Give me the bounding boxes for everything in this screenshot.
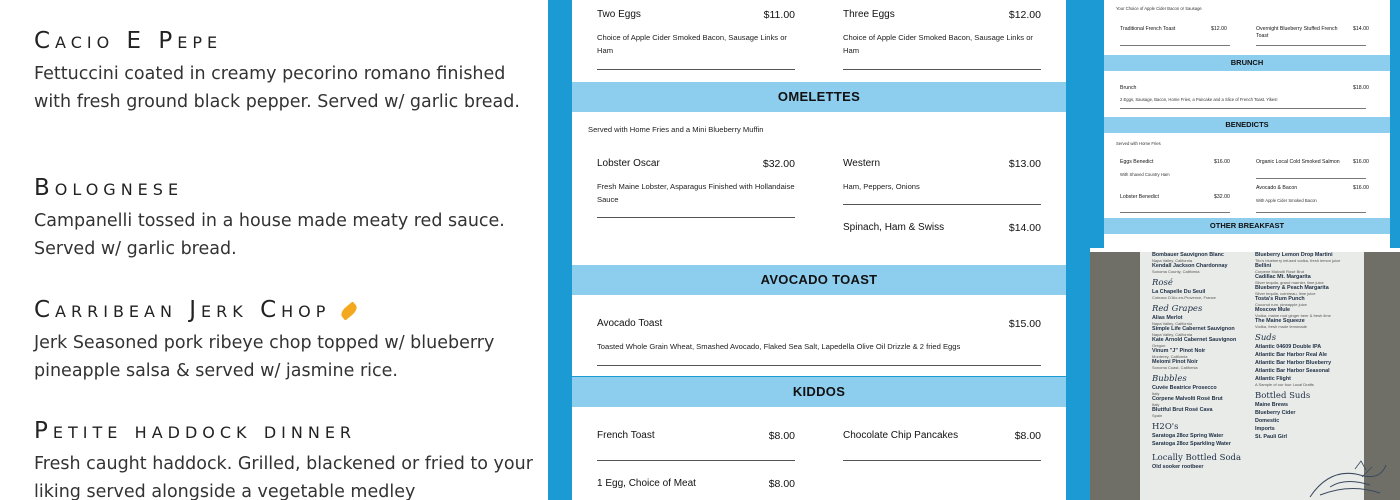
dish-name: Petite haddock dinner	[34, 418, 357, 444]
drinks-section-heading: Red Grapes	[1152, 304, 1203, 314]
dish-name: Cacio E Pepe	[34, 28, 223, 54]
item-name: Chocolate Chip Pancakes	[843, 430, 959, 441]
drink-name: Imports	[1255, 426, 1275, 432]
item-name: Eggs Benedict	[1120, 159, 1154, 165]
divider	[1256, 178, 1366, 179]
item-name: Brunch	[1120, 85, 1137, 91]
item-name: Lobster Benedict	[1120, 194, 1159, 200]
drink-name: Blueberry & Peach Margarita	[1255, 285, 1329, 291]
item-name: Overnight Blueberry Stuffed French Toast	[1256, 26, 1338, 39]
chili-pepper-icon	[339, 301, 359, 320]
drink-name: Kate Arnold Cabernet Sauvignon	[1152, 337, 1237, 343]
drink-name: Bombauer Sauvignon Blanc	[1152, 252, 1224, 258]
section-header-avocado-toast: AVOCADO TOAST	[572, 265, 1066, 295]
lobster-sketch-icon	[1300, 457, 1390, 500]
dish-name-row	[34, 297, 534, 323]
drinks-section-heading: Rosé	[1152, 278, 1173, 288]
divider	[597, 365, 1041, 366]
drink-name: Vinum "J" Pinot Noir	[1152, 348, 1206, 354]
drink-origin: Napa Valley, California	[1152, 321, 1193, 326]
item-price: $15.00	[1008, 318, 1041, 330]
menu-item-jerk-chop	[34, 297, 534, 385]
item-description: With Shaved Country Ham	[1120, 172, 1170, 177]
drink-name: Bluttful Brut Rosé Cava	[1152, 407, 1213, 413]
drink-origin: Silver tequila, grand marnier, lime juice	[1255, 280, 1324, 285]
drink-name: La Chapelle Du Seuil	[1152, 289, 1206, 295]
drink-name: Atlantic Bar Harbor Blueberry	[1255, 360, 1332, 366]
drink-name: Moscow Mule	[1255, 307, 1291, 313]
drink-origin: Monterey, California	[1152, 354, 1188, 359]
item-description: With Apple Cider Smoked Bacon	[1256, 198, 1317, 203]
drink-name: Simple Life Cabernet Sauvignon	[1152, 326, 1235, 332]
drinks-section-heading: Suds	[1255, 333, 1277, 343]
item-price: $14.00	[1008, 222, 1041, 234]
item-name: Organic Local Cold Smoked Salmon	[1256, 159, 1340, 165]
drink-name: Atlantic 04609 Double IPA	[1255, 344, 1322, 350]
section-note: Served with Home Fries	[1116, 141, 1161, 146]
item-price: $16.00	[1353, 185, 1369, 191]
drink-origin: Oregon	[1152, 343, 1166, 348]
item-description: Fresh Maine Lobster, Asparagus Finished with Hollandaise Sauce	[597, 182, 795, 204]
drink-name: Blueberry Cider	[1255, 410, 1296, 416]
item-name: Traditional French Toast	[1120, 26, 1176, 32]
pasta-menu-panel	[0, 0, 548, 500]
divider	[1120, 212, 1230, 213]
drink-origin: Coconut rum, pineapple juice	[1255, 302, 1307, 307]
divider	[597, 217, 795, 218]
item-description: 2 Eggs, Sausage, Bacon, Home Fries, a Pancake and a Slice of French Toast. Yikes!	[1120, 97, 1278, 102]
menu-item-bolognese	[34, 175, 534, 263]
avocado-section	[572, 295, 1066, 376]
drink-origin: Napa Valley, California	[1152, 258, 1193, 263]
item-name: Western	[843, 158, 881, 169]
section-note: Your Choice of Apple Cider Bacon or Sausage	[1116, 6, 1202, 11]
item-price: $32.00	[762, 158, 795, 170]
dish-description: Jerk Seasoned pork ribeye chop topped w/ blueberry pineapple salsa & served w/ jasmine rice.	[34, 333, 495, 381]
item-description: Toasted Whole Grain Wheat, Smashed Avocado, Flaked Sea Salt, Lapedella Olive Oil Drizzle & 2 fried Eggs	[597, 342, 961, 351]
brunch-section	[1104, 71, 1390, 117]
item-name: Two Eggs	[597, 9, 641, 20]
drink-name: Bellini	[1255, 263, 1272, 269]
section-header-kiddos: KIDDOS	[572, 377, 1066, 407]
divider	[1120, 45, 1230, 46]
drink-origin: Italy	[1152, 402, 1160, 407]
drink-origin: Coteaux D'Aix-en-Provence, France	[1152, 295, 1216, 300]
drink-origin: Sonoma Coast, California	[1152, 365, 1198, 370]
drink-name: Tosta's Rum Punch	[1255, 296, 1305, 302]
drink-origin: Vodka, maine root ginger beer & fresh lime	[1255, 313, 1331, 318]
item-name: Spinach, Ham & Swiss	[843, 222, 945, 233]
dish-name: Bolognese	[34, 175, 184, 201]
divider	[597, 460, 795, 461]
section-header-benedicts: BENEDICTS	[1104, 117, 1390, 133]
item-price: $12.00	[1008, 9, 1041, 21]
item-price: $8.00	[768, 430, 795, 442]
drink-name: Atlantic Flight	[1255, 376, 1291, 382]
item-price: $11.00	[763, 9, 795, 21]
drink-origin: Corpene Malvolti Rosé Brut	[1255, 269, 1304, 274]
item-price: $18.00	[1353, 85, 1369, 91]
drink-name: Cuvée Beatrice Prosecco	[1152, 385, 1217, 391]
dish-description: Fresh caught haddock. Grilled, blackened or fried to your liking served alongside a vegetable medley	[34, 454, 533, 500]
drink-name: The Maine Squeeze	[1255, 318, 1305, 324]
item-name: Avocado & Bacon	[1256, 185, 1298, 191]
dish-name: Carribean Jerk Chop	[34, 297, 331, 323]
drink-name: St. Pauli Girl	[1255, 434, 1288, 440]
item-price: $32.00	[1214, 194, 1230, 200]
drink-name: Maine Brews	[1255, 402, 1288, 408]
section-note: Served with Home Fries and a Mini Blueberry Muffin	[588, 125, 764, 134]
drink-origin: Vodka, fresh made lemonade	[1255, 324, 1308, 329]
menu-item-haddock	[34, 418, 534, 500]
divider	[1256, 212, 1366, 213]
drink-origin: Napa Valley, California	[1152, 332, 1193, 337]
menu-item-cacio-e-pepe	[34, 28, 534, 116]
breakfast-menu-panel	[548, 0, 1090, 500]
item-description: Choice of Apple Cider Smoked Bacon, Sausage Links or Ham	[597, 33, 787, 55]
other-breakfast-section	[1104, 234, 1390, 248]
drink-origin: Spain	[1152, 413, 1163, 418]
divider	[1120, 108, 1366, 109]
small-menu-panel	[1090, 0, 1400, 248]
drink-name: Atlantic Bar Harbor Seasonal	[1255, 368, 1330, 374]
drink-origin: Italy	[1152, 391, 1160, 396]
item-price: $13.00	[1008, 158, 1041, 170]
item-description: Ham, Peppers, Onions	[843, 182, 920, 191]
divider	[843, 69, 1041, 70]
drink-origin: Sonoma County, California	[1152, 269, 1200, 274]
dish-description: Campanelli tossed in a house made meaty red sauce. Served w/ garlic bread.	[34, 211, 505, 259]
drinks-section-heading: Bubbles	[1152, 374, 1187, 384]
divider	[843, 204, 1041, 205]
item-price: $16.00	[1353, 159, 1369, 165]
drink-name: Domestic	[1255, 418, 1280, 424]
section-header-brunch: BRUNCH	[1104, 55, 1390, 71]
item-price: $12.00	[1211, 26, 1227, 32]
item-price: $8.00	[1014, 430, 1041, 442]
drink-name: Cadillac Mt. Margarita	[1255, 274, 1311, 280]
item-description: Choice of Apple Cider Smoked Bacon, Sausage Links or Ham	[843, 33, 1033, 55]
drinks-section-heading: Locally Bottled Soda	[1152, 453, 1242, 463]
item-name: Avocado Toast	[597, 318, 663, 329]
drink-origin: Silver tequila, cointreau, lime juice	[1255, 291, 1316, 296]
item-price: $14.00	[1353, 26, 1369, 32]
drink-name: Alias Merlot	[1152, 315, 1183, 321]
item-price: $16.00	[1214, 159, 1230, 165]
drinks-section-heading: Bottled Suds	[1255, 391, 1311, 401]
section-header-omelettes: OMELETTES	[572, 82, 1066, 112]
drink-name: Old sooker rootbeer	[1152, 464, 1204, 470]
drink-name: Atlantic Bar Harbor Real Ale	[1255, 352, 1327, 358]
item-price: $8.00	[768, 478, 795, 490]
divider	[1256, 45, 1366, 46]
drink-origin: Tito's blueberry infused vodka, fresh lemon juice	[1255, 258, 1341, 263]
item-name: French Toast	[597, 430, 655, 441]
drinks-section-heading: H2O's	[1152, 422, 1179, 432]
drinks-menu-photo	[1090, 252, 1400, 500]
divider	[597, 69, 795, 70]
drink-name: Kendall Jackson Chardonnay	[1152, 263, 1228, 269]
drink-name: Meiomi Pinot Noir	[1152, 359, 1198, 365]
item-name: Lobster Oscar	[597, 158, 660, 169]
drink-origin: A Sample of our four Local Drafts	[1255, 382, 1314, 387]
item-name: Three Eggs	[843, 9, 895, 20]
divider	[843, 460, 1041, 461]
item-name: 1 Egg, Choice of Meat	[597, 478, 696, 489]
drink-name: Saratoga 28oz Sparkling Water	[1152, 441, 1231, 447]
drink-name: Corpene Malvolti Rosé Brut	[1152, 396, 1223, 402]
dish-description: Fettuccini coated in creamy pecorino romano finished with fresh ground black pepper. Served w/ garlic bread.	[34, 64, 520, 112]
drink-name: Saratoga 28oz Spring Water	[1152, 433, 1224, 439]
section-header-other-breakfast: OTHER BREAKFAST	[1104, 218, 1390, 234]
drink-name: Blueberry Lemon Drop Martini	[1255, 252, 1333, 258]
